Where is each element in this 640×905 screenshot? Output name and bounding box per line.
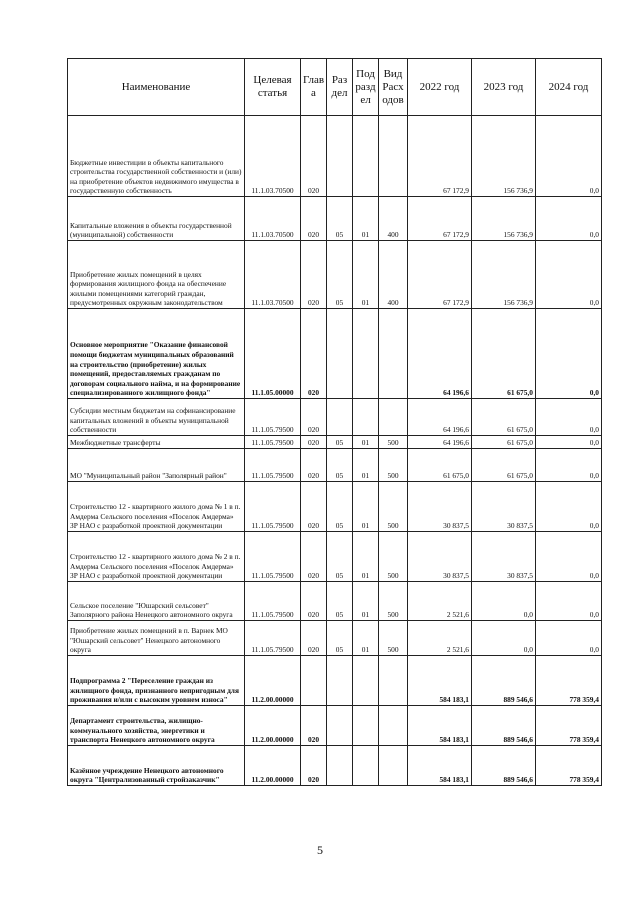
row-2024: 778 359,4 (536, 706, 602, 746)
row-exp-type: 500 (379, 482, 408, 532)
table-row (68, 399, 602, 436)
row-2023: 61 675,0 (472, 436, 536, 449)
table-row (68, 482, 602, 532)
row-subsection (353, 116, 379, 197)
row-2022: 64 196,6 (408, 436, 472, 449)
row-name: МО "Муниципальный район "Заполярный район" (68, 449, 245, 482)
row-article: 11.1.05.79500 (245, 482, 301, 532)
table-row (68, 656, 602, 706)
row-name: Капитальные вложения в объекты государственной (муниципальной) собственности (68, 197, 245, 241)
row-2022: 584 183,1 (408, 746, 472, 786)
row-2024: 0,0 (536, 532, 602, 582)
row-exp-type: 400 (379, 241, 408, 309)
row-2024: 0,0 (536, 621, 602, 656)
row-2024: 0,0 (536, 399, 602, 436)
row-exp-type (379, 746, 408, 786)
row-2023: 0,0 (472, 621, 536, 656)
header-article: Целевая статья (245, 59, 301, 116)
table-row (68, 746, 602, 786)
row-name: Приобретение жилых помещений в п. Варнек МО "Юшарский сельсовет" Ненецкого автономного округа (68, 621, 245, 656)
row-exp-type (379, 309, 408, 399)
row-2023: 889 546,6 (472, 746, 536, 786)
row-2024: 778 359,4 (536, 656, 602, 706)
row-chapter (301, 656, 327, 706)
row-subsection: 01 (353, 449, 379, 482)
row-subsection: 01 (353, 532, 379, 582)
row-chapter: 020 (301, 241, 327, 309)
row-2022: 67 172,9 (408, 197, 472, 241)
row-2023: 156 736,9 (472, 116, 536, 197)
row-chapter: 020 (301, 482, 327, 532)
row-article: 11.1.05.79500 (245, 449, 301, 482)
row-2024: 0,0 (536, 449, 602, 482)
row-2023: 0,0 (472, 582, 536, 621)
row-subsection (353, 399, 379, 436)
header-subsection: Под разд ел (353, 59, 379, 116)
table-row (68, 582, 602, 621)
table-row (68, 309, 602, 399)
row-2022: 64 196,6 (408, 309, 472, 399)
row-2022: 2 521,6 (408, 621, 472, 656)
row-exp-type: 500 (379, 436, 408, 449)
row-2022: 61 675,0 (408, 449, 472, 482)
row-article: 11.2.00.00000 (245, 746, 301, 786)
table-body (68, 116, 602, 786)
row-exp-type: 400 (379, 197, 408, 241)
row-2024: 0,0 (536, 582, 602, 621)
row-section (327, 399, 353, 436)
table-row (68, 621, 602, 656)
row-exp-type (379, 399, 408, 436)
row-subsection (353, 746, 379, 786)
row-article: 11.1.05.79500 (245, 582, 301, 621)
row-2022: 584 183,1 (408, 656, 472, 706)
row-2023: 61 675,0 (472, 399, 536, 436)
row-article: 11.1.03.70500 (245, 241, 301, 309)
row-2023: 156 736,9 (472, 241, 536, 309)
row-2022: 64 196,6 (408, 399, 472, 436)
row-article: 11.1.03.70500 (245, 197, 301, 241)
row-2024: 0,0 (536, 482, 602, 532)
page-number: 5 (317, 843, 323, 857)
row-exp-type (379, 656, 408, 706)
row-chapter: 020 (301, 582, 327, 621)
row-chapter: 020 (301, 399, 327, 436)
row-2023: 30 837,5 (472, 532, 536, 582)
row-article: 11.1.05.79500 (245, 399, 301, 436)
row-section (327, 309, 353, 399)
row-section (327, 706, 353, 746)
row-section: 05 (327, 241, 353, 309)
row-section: 05 (327, 197, 353, 241)
table-row (68, 116, 602, 197)
row-name: Казённое учреждение Ненецкого автономного округа "Централизованный стройзаказчик" (68, 746, 245, 786)
row-section: 05 (327, 482, 353, 532)
row-subsection: 01 (353, 621, 379, 656)
row-name: Сельское поселение "Юшарский сельсовет" Заполярного района Ненецкого автономного округа (68, 582, 245, 621)
row-exp-type: 500 (379, 532, 408, 582)
row-name: Основное мероприятие "Оказание финансовой помощи бюджетам муниципальных образований на строительство (приобретение) жилых помещений, предоставляемых гражданам по договорам социального найма, и на формирование специализированного жилищного фонда" (68, 309, 245, 399)
row-chapter: 020 (301, 197, 327, 241)
table-row (68, 532, 602, 582)
row-name: Приобретение жилых помещений в целях формирования жилищного фонда на обеспечение жилыми помещениями категорий граждан, предусмотренных окружным законодательством (68, 241, 245, 309)
row-2023: 889 546,6 (472, 706, 536, 746)
row-2023: 889 546,6 (472, 656, 536, 706)
row-2024: 0,0 (536, 197, 602, 241)
row-exp-type: 500 (379, 621, 408, 656)
row-article: 11.1.05.79500 (245, 532, 301, 582)
table-row (68, 706, 602, 746)
row-chapter: 020 (301, 436, 327, 449)
row-section: 05 (327, 532, 353, 582)
header-2023: 2023 год (472, 59, 536, 116)
row-2022: 30 837,5 (408, 482, 472, 532)
row-name: Бюджетные инвестиции в объекты капитального строительства государственной собственности и (или) на приобретение объектов недвижимого имущества в государственную собственность (68, 116, 245, 197)
row-2024: 0,0 (536, 309, 602, 399)
budget-table (67, 58, 602, 786)
row-chapter: 020 (301, 621, 327, 656)
row-name: Межбюджетные трансферты (68, 436, 245, 449)
row-subsection: 01 (353, 482, 379, 532)
row-2022: 2 521,6 (408, 582, 472, 621)
row-name: Строительство 12 - квартирного жилого дома № 2 в п. Амдерма Сельского поселения «Поселок Амдерма» ЗР НАО с разработкой проектной документации (68, 532, 245, 582)
row-section (327, 116, 353, 197)
row-2022: 30 837,5 (408, 532, 472, 582)
row-chapter: 020 (301, 116, 327, 197)
row-subsection (353, 309, 379, 399)
row-subsection: 01 (353, 582, 379, 621)
row-2022: 67 172,9 (408, 116, 472, 197)
row-section: 05 (327, 436, 353, 449)
row-exp-type (379, 116, 408, 197)
row-subsection (353, 656, 379, 706)
row-chapter: 020 (301, 706, 327, 746)
row-article: 11.2.00.00000 (245, 706, 301, 746)
row-article: 11.2.00.00000 (245, 656, 301, 706)
header-2022: 2022 год (408, 59, 472, 116)
row-article: 11.1.05.79500 (245, 436, 301, 449)
row-article: 11.1.03.70500 (245, 116, 301, 197)
table-header-row (68, 59, 602, 116)
row-chapter: 020 (301, 746, 327, 786)
row-exp-type (379, 706, 408, 746)
row-chapter: 020 (301, 449, 327, 482)
row-2023: 61 675,0 (472, 309, 536, 399)
header-section: Раз дел (327, 59, 353, 116)
row-chapter: 020 (301, 309, 327, 399)
row-2024: 778 359,4 (536, 746, 602, 786)
row-section: 05 (327, 621, 353, 656)
row-2024: 0,0 (536, 436, 602, 449)
row-subsection: 01 (353, 241, 379, 309)
header-chapter: Глав а (301, 59, 327, 116)
row-exp-type: 500 (379, 582, 408, 621)
header-exp-type: Вид Расх одов (379, 59, 408, 116)
row-subsection: 01 (353, 197, 379, 241)
row-section: 05 (327, 582, 353, 621)
table-row (68, 197, 602, 241)
row-2023: 156 736,9 (472, 197, 536, 241)
row-2023: 61 675,0 (472, 449, 536, 482)
row-article: 11.1.05.79500 (245, 621, 301, 656)
row-2022: 67 172,9 (408, 241, 472, 309)
row-subsection: 01 (353, 436, 379, 449)
row-name: Строительство 12 - квартирного жилого дома № 1 в п. Амдерма Сельского поселения «Поселок Амдерма» ЗР НАО с разработкой проектной документации (68, 482, 245, 532)
row-2024: 0,0 (536, 241, 602, 309)
row-chapter: 020 (301, 532, 327, 582)
header-2024: 2024 год (536, 59, 602, 116)
row-subsection (353, 706, 379, 746)
row-name: Подпрограмма 2 "Переселение граждан из жилищного фонда, признанного непригодным для проживания и/или с высоким уровнем износа" (68, 656, 245, 706)
row-section (327, 746, 353, 786)
row-exp-type: 500 (379, 449, 408, 482)
table-row (68, 241, 602, 309)
row-section: 05 (327, 449, 353, 482)
table-row (68, 449, 602, 482)
row-2022: 584 183,1 (408, 706, 472, 746)
table-row (68, 436, 602, 449)
row-article: 11.1.05.00000 (245, 309, 301, 399)
row-name: Департамент строительства, жилищно-коммунального хозяйства, энергетики и транспорта Ненецкого автономного округа (68, 706, 245, 746)
row-name: Субсидии местным бюджетам на софинансирование капитальных вложений в объекты муниципальной собственности (68, 399, 245, 436)
row-2023: 30 837,5 (472, 482, 536, 532)
row-2024: 0,0 (536, 116, 602, 197)
header-name: Наименование (68, 59, 245, 116)
row-section (327, 656, 353, 706)
